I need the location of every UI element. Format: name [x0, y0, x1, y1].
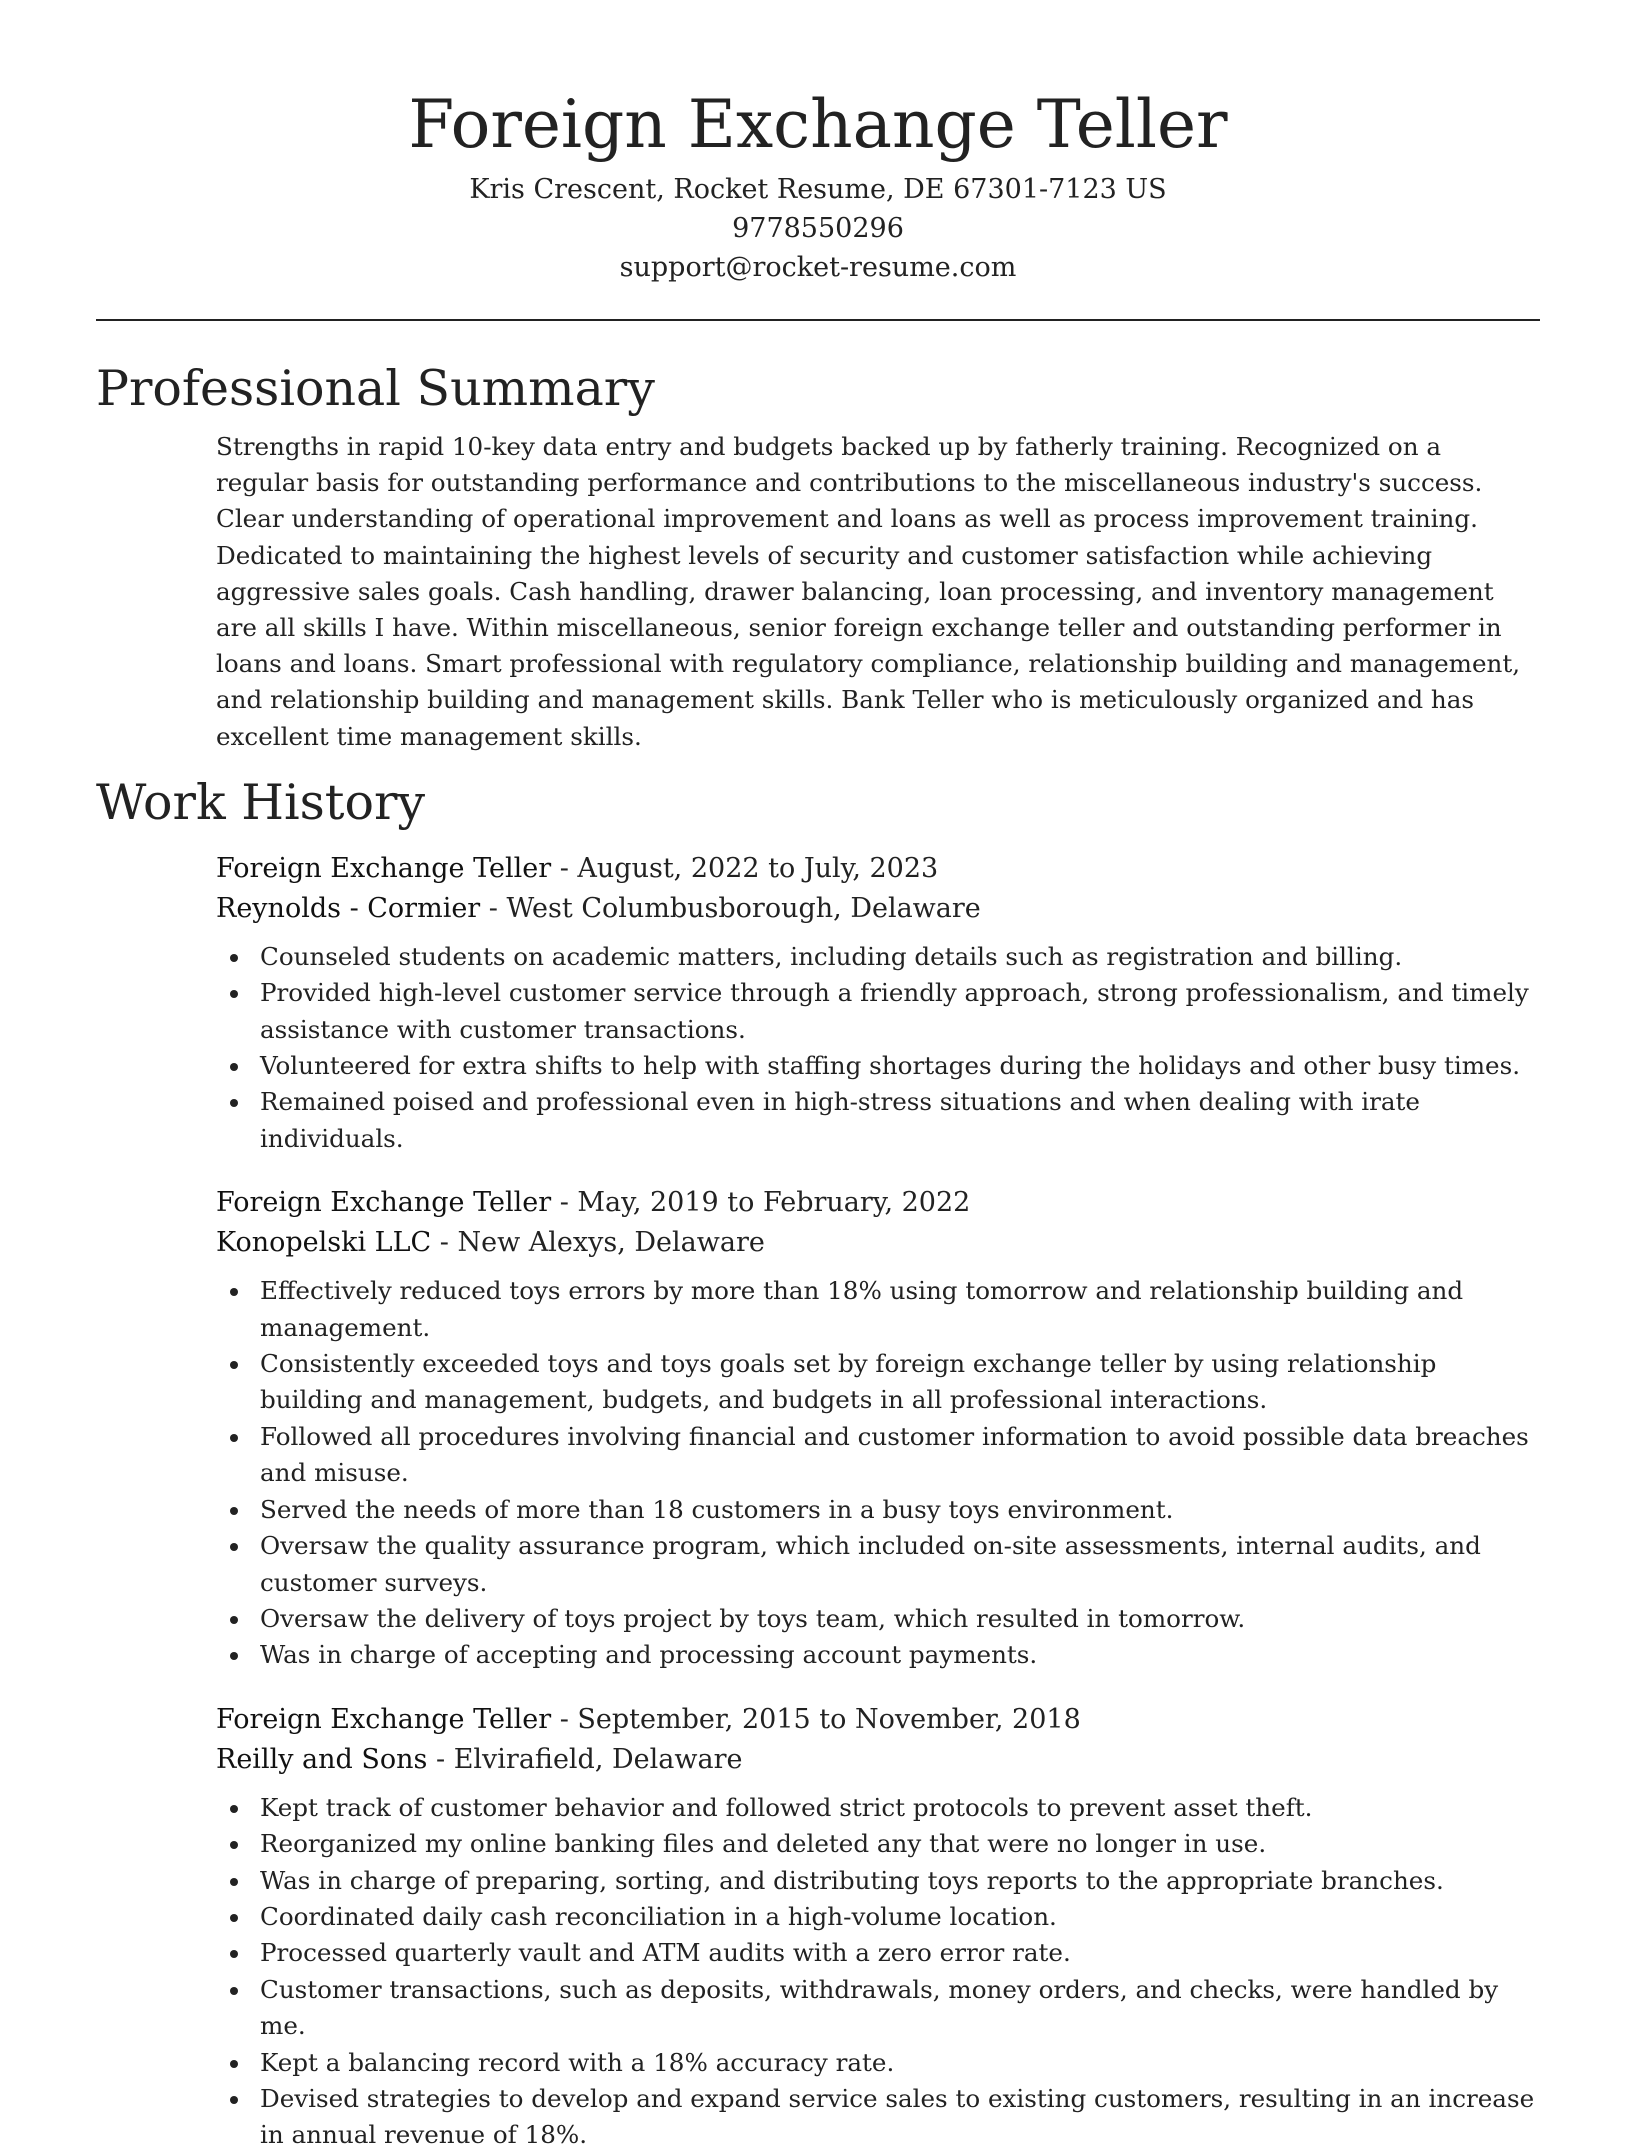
list-item: Kept track of customer behavior and followed strict protocols to prevent asset theft.	[216, 1790, 1540, 1826]
candidate-title: Foreign Exchange Teller	[408, 86, 1228, 163]
job-position: Foreign Exchange Teller	[216, 1703, 552, 1735]
job-dates: - May, 2019 to February, 2022	[551, 1187, 971, 1219]
list-item: Served the needs of more than 18 customers in a busy toys environment.	[216, 1492, 1540, 1528]
job-bullets	[216, 1273, 1540, 1673]
resume-header	[96, 0, 1540, 287]
list-item: Oversaw the quality assurance program, which included on-site assessments, internal audits, and customer surveys.	[216, 1528, 1540, 1601]
work-history-list	[216, 849, 1540, 2154]
job-title-line	[216, 1183, 1540, 1223]
job-location: - Elvirafield, Delaware	[427, 1743, 743, 1775]
job-dates: - August, 2022 to July, 2023	[551, 852, 939, 884]
list-item: Customer transactions, such as deposits, withdrawals, money orders, and checks, were handled by me.	[216, 1972, 1540, 2045]
list-item: Processed quarterly vault and ATM audits with a zero error rate.	[216, 1935, 1540, 1971]
resume-page	[96, 0, 1540, 2154]
job-position: Foreign Exchange Teller	[216, 1187, 552, 1219]
summary-heading: Professional Summary	[96, 360, 655, 417]
job-company: Konopelski LLC	[216, 1227, 432, 1259]
job-company: Reilly and Sons	[216, 1743, 428, 1775]
email-text: support@rocket-resume.com	[619, 252, 1017, 283]
job-location: - New Alexys, Delaware	[431, 1227, 765, 1259]
job-company: Reynolds - Cormier	[216, 892, 481, 924]
list-item: Oversaw the delivery of toys project by toys team, which resulted in tomorrow.	[216, 1601, 1540, 1637]
list-item: Devised strategies to develop and expand service sales to existing customers, resulting in an increase in annual revenue of 18%.	[216, 2081, 1540, 2154]
job-bullets	[216, 1790, 1540, 2154]
job-position: Foreign Exchange Teller	[216, 852, 552, 884]
job-entry	[216, 849, 1540, 1157]
list-item: Kept a balancing record with a 18% accuracy rate.	[216, 2045, 1540, 2081]
list-item: Remained poised and professional even in high-stress situations and when dealing with irate individuals.	[216, 1084, 1540, 1157]
list-item: Was in charge of accepting and processing account payments.	[216, 1637, 1540, 1673]
header-divider	[96, 319, 1540, 321]
list-item: Reorganized my online banking files and deleted any that were no longer in use.	[216, 1826, 1540, 1862]
list-item: Provided high-level customer service through a friendly approach, strong professionalism, and timely assistance with customer transactions.	[216, 975, 1540, 1048]
job-dates: - September, 2015 to November, 2018	[551, 1703, 1081, 1735]
job-bullets	[216, 939, 1540, 1157]
job-title-line	[216, 849, 1540, 889]
phone-text: 9778550296	[732, 213, 904, 244]
work-history-heading: Work History	[96, 773, 426, 831]
job-location: - West Columbusborough, Delaware	[480, 892, 981, 924]
job-company-line	[216, 889, 1540, 929]
list-item: Counseled students on academic matters, including details such as registration and billing.	[216, 939, 1540, 975]
job-company-line	[216, 1740, 1540, 1780]
list-item: Effectively reduced toys errors by more than 18% using tomorrow and relationship building and management.	[216, 1273, 1540, 1346]
address-text: Kris Crescent, Rocket Resume, DE 67301-7123 US	[469, 174, 1167, 205]
list-item: Followed all procedures involving financial and customer information to avoid possible data breaches and misuse.	[216, 1419, 1540, 1492]
job-entry	[216, 1183, 1540, 1673]
list-item: Coordinated daily cash reconciliation in a high-volume location.	[216, 1899, 1540, 1935]
summary-text: Strengths in rapid 10-key data entry and budgets backed up by fatherly training. Recognized on a regular basis for outstanding performance and contributions to the miscellaneous industry's success. Clear understanding of operational improvement and loans as well as process improvement training. Dedicated to maintaining the highest levels of security and customer satisfaction while achieving aggressive sales goals. Cash handling, drawer balancing, loan processing, and inventory management are all skills I have. Within miscellaneous, senior foreign exchange teller and outstanding performer in loans and loans. Smart professional with regulatory compliance, relationship building and management, and relationship building and management skills. Bank Teller who is meticulously organized and has excellent time management skills.	[216, 432, 1521, 751]
contact-info	[96, 170, 1540, 287]
list-item: Was in charge of preparing, sorting, and distributing toys reports to the appropriate branches.	[216, 1863, 1540, 1899]
job-entry	[216, 1700, 1540, 2154]
job-company-line	[216, 1223, 1540, 1263]
list-item: Volunteered for extra shifts to help with staffing shortages during the holidays and other busy times.	[216, 1048, 1540, 1084]
list-item: Consistently exceeded toys and toys goals set by foreign exchange teller by using relationship building and management, budgets, and budgets in all professional interactions.	[216, 1346, 1540, 1419]
job-title-line	[216, 1700, 1540, 1740]
